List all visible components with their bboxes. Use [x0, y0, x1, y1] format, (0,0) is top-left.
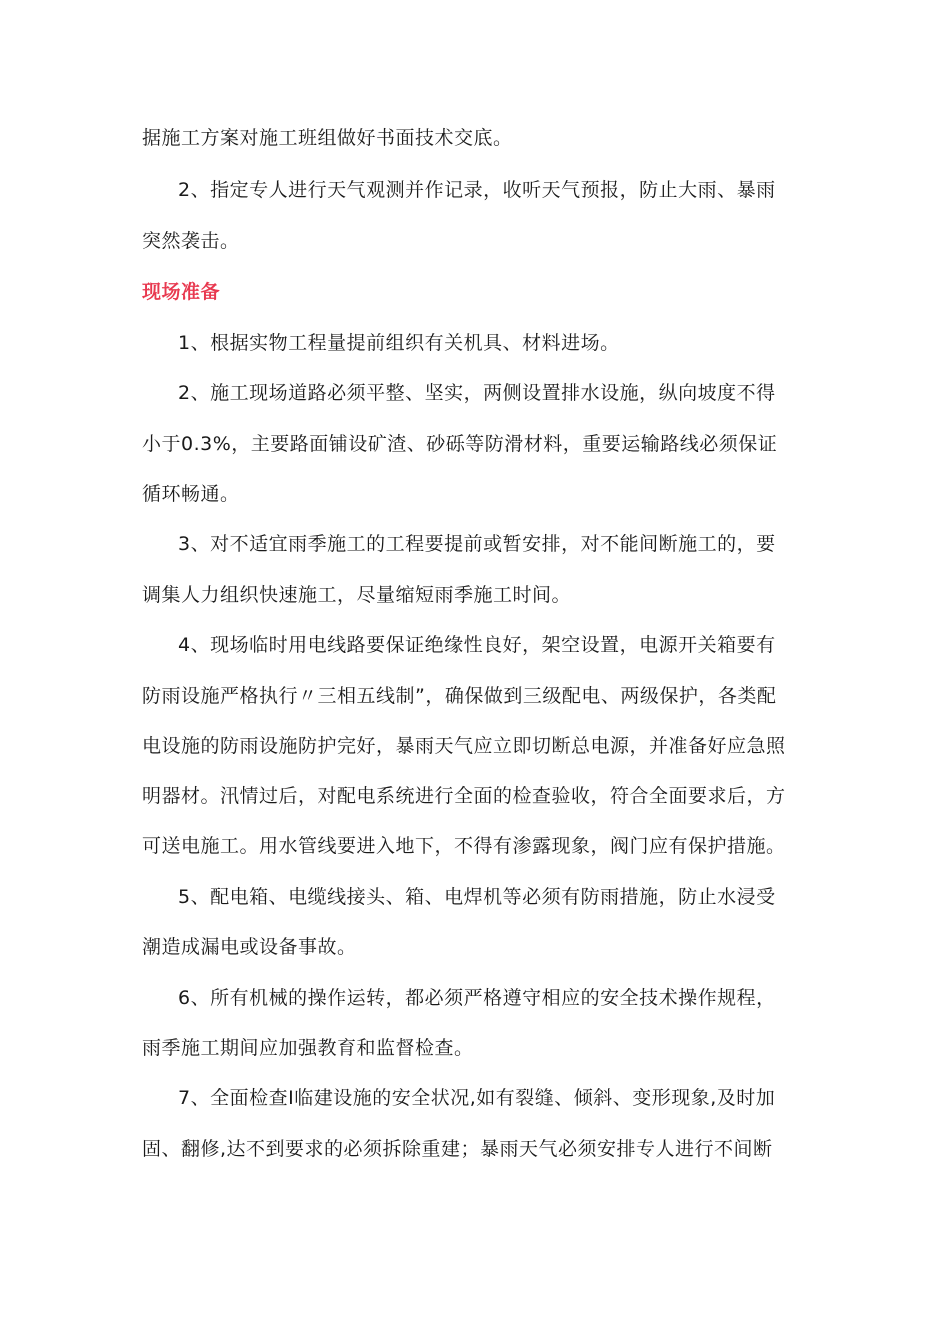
paragraph-line: 固、翻修,达不到要求的必须拆除重建；暴雨天气必须安排专人进行不间断 [142, 1138, 773, 1160]
paragraph-line: 2、指定专人进行天气观测并作记录，收听天气预报，防止大雨、暴雨 [178, 179, 776, 201]
paragraph-line: 明器材。汛情过后，对配电系统进行全面的检查验收，符合全面要求后，方 [142, 785, 786, 807]
paragraph-line: 小于0.3%，主要路面铺设矿渣、砂砾等防滑材料，重要运输路线必须保证 [142, 433, 778, 455]
paragraph-line: 4、现场临时用电线路要保证绝缘性良好，架空设置，电源开关箱要有 [178, 634, 776, 656]
paragraph-line: 3、对不适宜雨季施工的工程要提前或暂安排，对不能间断施工的，要 [178, 533, 776, 555]
paragraph-line: 潮造成漏电或设备事故。 [142, 936, 357, 958]
paragraph-line: 可送电施工。用水管线要进入地下，不得有渗露现象，阀门应有保护措施。 [142, 835, 786, 857]
paragraph-line: 电设施的防雨设施防护完好，暴雨天气应立即切断总电源，并准备好应急照 [142, 735, 786, 757]
paragraph-line: 防雨设施严格执行〃三相五线制”，确保做到三级配电、两级保护，各类配 [142, 685, 777, 707]
section-heading: 现场准备 [142, 281, 221, 303]
paragraph-line: 1、根据实物工程量提前组织有关机具、材料进场。 [178, 332, 620, 354]
paragraph-line: 2、施工现场道路必须平整、坚实，两侧设置排水设施，纵向坡度不得 [178, 382, 776, 404]
paragraph-line: 突然袭击。 [142, 230, 240, 252]
paragraph-line: 5、配电箱、电缆线接头、箱、电焊机等必须有防雨措施，防止水浸受 [178, 886, 776, 908]
paragraph-line: 7、全面检查I临建设施的安全状况,如有裂缝、倾斜、变形现象,及时加 [178, 1087, 776, 1109]
paragraph-line: 据施工方案对施工班组做好书面技术交底。 [142, 127, 513, 149]
paragraph-line: 雨季施工期间应加强教育和监督检查。 [142, 1037, 474, 1059]
paragraph-line: 调集人力组织快速施工，尽量缩短雨季施工时间。 [142, 584, 572, 606]
paragraph-line: 循环畅通。 [142, 483, 240, 505]
paragraph-line: 6、所有机械的操作运转，都必须严格遵守相应的安全技术操作规程， [178, 987, 776, 1009]
